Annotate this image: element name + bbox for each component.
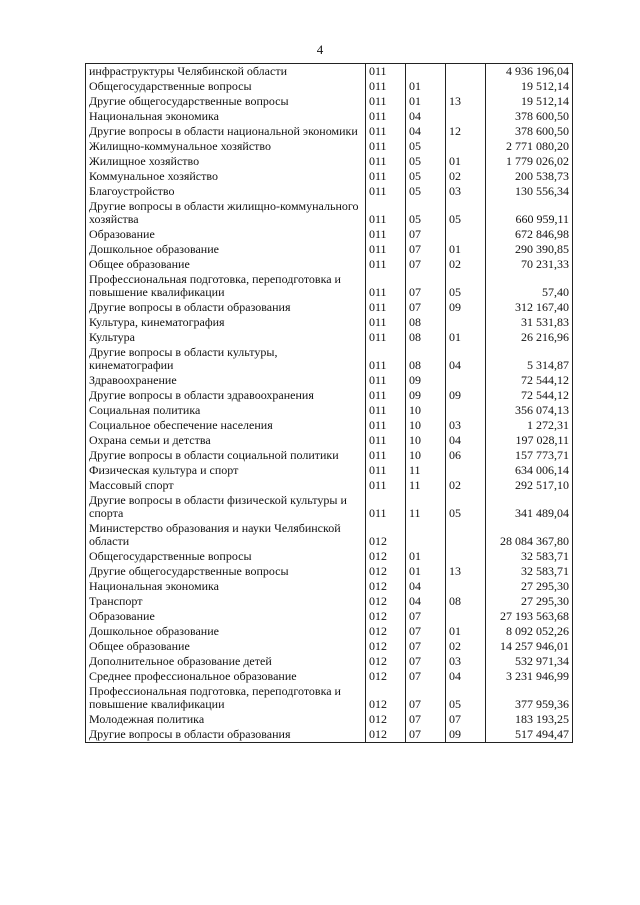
cell-name: Другие вопросы в области социальной политики [86, 448, 366, 463]
table-row [86, 549, 573, 564]
table-row [86, 448, 573, 463]
cell-sec: 07 [406, 624, 446, 639]
cell-org: 011 [366, 330, 406, 345]
cell-org: 011 [366, 345, 406, 373]
cell-org: 011 [366, 388, 406, 403]
cell-org: 011 [366, 493, 406, 521]
cell-sum: 672 846,98 [486, 227, 573, 242]
cell-sec [406, 64, 446, 80]
cell-org: 012 [366, 727, 406, 743]
cell-sec: 04 [406, 109, 446, 124]
cell-sum: 377 959,36 [486, 684, 573, 712]
table-row [86, 373, 573, 388]
cell-sub [446, 549, 486, 564]
cell-org: 012 [366, 712, 406, 727]
cell-name: Национальная экономика [86, 109, 366, 124]
cell-sum: 378 600,50 [486, 124, 573, 139]
cell-org: 012 [366, 639, 406, 654]
cell-sub [446, 315, 486, 330]
cell-sub [446, 609, 486, 624]
cell-sub [446, 403, 486, 418]
cell-org: 011 [366, 257, 406, 272]
cell-sum: 27 295,30 [486, 594, 573, 609]
cell-org: 012 [366, 594, 406, 609]
table-row [86, 94, 573, 109]
cell-sub [446, 139, 486, 154]
table-row [86, 184, 573, 199]
cell-sub: 02 [446, 639, 486, 654]
cell-name: Жилищное хозяйство [86, 154, 366, 169]
cell-name: Массовый спорт [86, 478, 366, 493]
cell-name: Охрана семьи и детства [86, 433, 366, 448]
cell-sub: 04 [446, 669, 486, 684]
cell-sum: 292 517,10 [486, 478, 573, 493]
cell-org: 011 [366, 315, 406, 330]
cell-sum: 200 538,73 [486, 169, 573, 184]
cell-sub: 05 [446, 199, 486, 227]
cell-org: 012 [366, 624, 406, 639]
cell-org: 012 [366, 669, 406, 684]
cell-sec: 05 [406, 169, 446, 184]
cell-sum: 5 314,87 [486, 345, 573, 373]
cell-sub: 04 [446, 345, 486, 373]
cell-name: Среднее профессиональное образование [86, 669, 366, 684]
table-row [86, 154, 573, 169]
cell-sum: 28 084 367,80 [486, 521, 573, 549]
cell-sum: 31 531,83 [486, 315, 573, 330]
cell-sum: 532 971,34 [486, 654, 573, 669]
budget-table-body [86, 64, 573, 743]
table-row [86, 388, 573, 403]
cell-org: 011 [366, 109, 406, 124]
table-row [86, 124, 573, 139]
cell-sub: 06 [446, 448, 486, 463]
cell-org: 011 [366, 373, 406, 388]
cell-sub [446, 227, 486, 242]
cell-sum: 634 006,14 [486, 463, 573, 478]
cell-name: Благоустройство [86, 184, 366, 199]
cell-org: 011 [366, 300, 406, 315]
cell-org: 011 [366, 139, 406, 154]
cell-sec: 05 [406, 154, 446, 169]
cell-org: 012 [366, 579, 406, 594]
table-row [86, 684, 573, 712]
cell-sum: 27 193 563,68 [486, 609, 573, 624]
cell-sub: 02 [446, 169, 486, 184]
cell-org: 011 [366, 154, 406, 169]
cell-org: 011 [366, 199, 406, 227]
cell-sec: 11 [406, 478, 446, 493]
cell-name: Социальное обеспечение населения [86, 418, 366, 433]
cell-name: Профессиональная подготовка, переподготовка и повышение квалификации [86, 684, 366, 712]
cell-sec: 07 [406, 242, 446, 257]
table-row [86, 463, 573, 478]
table-row [86, 478, 573, 493]
cell-sub: 09 [446, 727, 486, 743]
cell-sub: 01 [446, 154, 486, 169]
cell-name: Молодежная политика [86, 712, 366, 727]
cell-org: 011 [366, 403, 406, 418]
cell-sec: 07 [406, 654, 446, 669]
cell-name: Здравоохранение [86, 373, 366, 388]
page-number: 4 [316, 42, 324, 57]
cell-name: Другие вопросы в области культуры, кинематографии [86, 345, 366, 373]
cell-sec: 07 [406, 227, 446, 242]
cell-name: Образование [86, 609, 366, 624]
cell-sec: 07 [406, 712, 446, 727]
cell-name: Другие вопросы в области образования [86, 300, 366, 315]
cell-sub: 08 [446, 594, 486, 609]
cell-org: 012 [366, 521, 406, 549]
cell-sub: 09 [446, 300, 486, 315]
cell-sub [446, 579, 486, 594]
cell-org: 011 [366, 184, 406, 199]
cell-sec: 07 [406, 639, 446, 654]
cell-sum: 70 231,33 [486, 257, 573, 272]
table-row [86, 257, 573, 272]
cell-sub: 04 [446, 433, 486, 448]
cell-sum: 312 167,40 [486, 300, 573, 315]
table-row [86, 579, 573, 594]
cell-sum: 14 257 946,01 [486, 639, 573, 654]
cell-org: 011 [366, 463, 406, 478]
cell-sum: 157 773,71 [486, 448, 573, 463]
cell-sec: 07 [406, 684, 446, 712]
cell-org: 011 [366, 448, 406, 463]
cell-name: Общегосударственные вопросы [86, 549, 366, 564]
cell-sub: 02 [446, 257, 486, 272]
cell-org: 012 [366, 564, 406, 579]
cell-sub [446, 79, 486, 94]
cell-sec: 01 [406, 94, 446, 109]
cell-sec: 07 [406, 300, 446, 315]
table-row [86, 330, 573, 345]
cell-sum: 1 272,31 [486, 418, 573, 433]
cell-org: 011 [366, 64, 406, 80]
cell-sec: 07 [406, 609, 446, 624]
table-row [86, 169, 573, 184]
cell-sec: 11 [406, 463, 446, 478]
table-row [86, 403, 573, 418]
cell-name: Общее образование [86, 257, 366, 272]
cell-name: Другие общегосударственные вопросы [86, 94, 366, 109]
table-row [86, 639, 573, 654]
cell-sum: 378 600,50 [486, 109, 573, 124]
cell-name: инфраструктуры Челябинской области [86, 64, 366, 80]
cell-name: Национальная экономика [86, 579, 366, 594]
cell-org: 011 [366, 124, 406, 139]
table-row [86, 521, 573, 549]
table-row [86, 594, 573, 609]
cell-sub [446, 463, 486, 478]
table-row [86, 199, 573, 227]
cell-name: Коммунальное хозяйство [86, 169, 366, 184]
cell-sum: 660 959,11 [486, 199, 573, 227]
table-row [86, 79, 573, 94]
cell-sum: 32 583,71 [486, 564, 573, 579]
table-row [86, 64, 573, 80]
cell-sub: 01 [446, 242, 486, 257]
cell-sub [446, 109, 486, 124]
cell-sec: 04 [406, 594, 446, 609]
cell-sub: 05 [446, 684, 486, 712]
cell-sec: 07 [406, 272, 446, 300]
cell-sec: 10 [406, 418, 446, 433]
cell-sub [446, 521, 486, 549]
cell-sec: 07 [406, 257, 446, 272]
cell-sec: 08 [406, 330, 446, 345]
cell-org: 011 [366, 272, 406, 300]
cell-sec: 05 [406, 139, 446, 154]
cell-sub: 05 [446, 493, 486, 521]
cell-name: Дошкольное образование [86, 624, 366, 639]
cell-sum: 19 512,14 [486, 94, 573, 109]
cell-sec: 08 [406, 315, 446, 330]
cell-sum: 27 295,30 [486, 579, 573, 594]
cell-sub: 03 [446, 418, 486, 433]
cell-sum: 57,40 [486, 272, 573, 300]
table-row [86, 654, 573, 669]
cell-sec: 08 [406, 345, 446, 373]
budget-table [85, 63, 573, 743]
cell-sum: 1 779 026,02 [486, 154, 573, 169]
table-row [86, 727, 573, 743]
table-row [86, 300, 573, 315]
cell-name: Профессиональная подготовка, переподготовка и повышение квалификации [86, 272, 366, 300]
table-row [86, 345, 573, 373]
cell-sec: 05 [406, 184, 446, 199]
cell-sub: 02 [446, 478, 486, 493]
cell-name: Жилищно-коммунальное хозяйство [86, 139, 366, 154]
cell-sec: 04 [406, 124, 446, 139]
cell-org: 012 [366, 684, 406, 712]
cell-sub: 09 [446, 388, 486, 403]
cell-sec: 10 [406, 403, 446, 418]
cell-sum: 197 028,11 [486, 433, 573, 448]
cell-sec [406, 521, 446, 549]
cell-name: Другие вопросы в области образования [86, 727, 366, 743]
cell-name: Другие общегосударственные вопросы [86, 564, 366, 579]
cell-sum: 32 583,71 [486, 549, 573, 564]
table-row [86, 433, 573, 448]
table-row [86, 272, 573, 300]
cell-sec: 07 [406, 669, 446, 684]
table-row [86, 139, 573, 154]
cell-sec: 01 [406, 79, 446, 94]
cell-sum: 8 092 052,26 [486, 624, 573, 639]
cell-org: 011 [366, 242, 406, 257]
cell-name: Другие вопросы в области здравоохранения [86, 388, 366, 403]
cell-sec: 04 [406, 579, 446, 594]
cell-name: Министерство образования и науки Челябинской области [86, 521, 366, 549]
table-row [86, 109, 573, 124]
cell-sum: 72 544,12 [486, 373, 573, 388]
table-row [86, 564, 573, 579]
cell-org: 011 [366, 94, 406, 109]
cell-name: Транспорт [86, 594, 366, 609]
cell-sec: 10 [406, 433, 446, 448]
cell-name: Культура, кинематография [86, 315, 366, 330]
cell-sub: 01 [446, 330, 486, 345]
cell-sec: 05 [406, 199, 446, 227]
cell-sub [446, 373, 486, 388]
cell-name: Физическая культура и спорт [86, 463, 366, 478]
cell-sum: 183 193,25 [486, 712, 573, 727]
table-row [86, 242, 573, 257]
table-row [86, 669, 573, 684]
cell-org: 011 [366, 433, 406, 448]
cell-name: Общее образование [86, 639, 366, 654]
cell-sec: 01 [406, 564, 446, 579]
table-row [86, 418, 573, 433]
cell-sum: 130 556,34 [486, 184, 573, 199]
table-row [86, 624, 573, 639]
cell-sec: 07 [406, 727, 446, 743]
cell-org: 011 [366, 227, 406, 242]
cell-sum: 356 074,13 [486, 403, 573, 418]
cell-sec: 09 [406, 373, 446, 388]
cell-sub: 12 [446, 124, 486, 139]
cell-name: Образование [86, 227, 366, 242]
cell-sum: 4 936 196,04 [486, 64, 573, 80]
cell-sum: 72 544,12 [486, 388, 573, 403]
cell-sum: 26 216,96 [486, 330, 573, 345]
cell-sum: 290 390,85 [486, 242, 573, 257]
cell-org: 012 [366, 609, 406, 624]
cell-name: Дополнительное образование детей [86, 654, 366, 669]
cell-name: Другие вопросы в области физической культуры и спорта [86, 493, 366, 521]
cell-org: 011 [366, 79, 406, 94]
cell-sum: 19 512,14 [486, 79, 573, 94]
cell-sec: 11 [406, 493, 446, 521]
cell-sec: 10 [406, 448, 446, 463]
cell-name: Социальная политика [86, 403, 366, 418]
cell-sub: 05 [446, 272, 486, 300]
cell-sec: 01 [406, 549, 446, 564]
cell-org: 012 [366, 549, 406, 564]
cell-sum: 517 494,47 [486, 727, 573, 743]
cell-sub: 13 [446, 564, 486, 579]
table-row [86, 493, 573, 521]
cell-sum: 341 489,04 [486, 493, 573, 521]
cell-sub: 13 [446, 94, 486, 109]
cell-sum: 3 231 946,99 [486, 669, 573, 684]
cell-sub [446, 64, 486, 80]
cell-name: Другие вопросы в области жилищно-коммунального хозяйства [86, 199, 366, 227]
cell-org: 011 [366, 478, 406, 493]
cell-name: Общегосударственные вопросы [86, 79, 366, 94]
table-row [86, 315, 573, 330]
cell-name: Культура [86, 330, 366, 345]
cell-sec: 09 [406, 388, 446, 403]
table-row [86, 609, 573, 624]
table-row [86, 227, 573, 242]
cell-sub: 07 [446, 712, 486, 727]
cell-name: Дошкольное образование [86, 242, 366, 257]
table-row [86, 712, 573, 727]
cell-name: Другие вопросы в области национальной экономики [86, 124, 366, 139]
cell-sub: 01 [446, 624, 486, 639]
cell-org: 011 [366, 169, 406, 184]
cell-sum: 2 771 080,20 [486, 139, 573, 154]
cell-org: 011 [366, 418, 406, 433]
cell-sub: 03 [446, 654, 486, 669]
cell-org: 012 [366, 654, 406, 669]
cell-sub: 03 [446, 184, 486, 199]
